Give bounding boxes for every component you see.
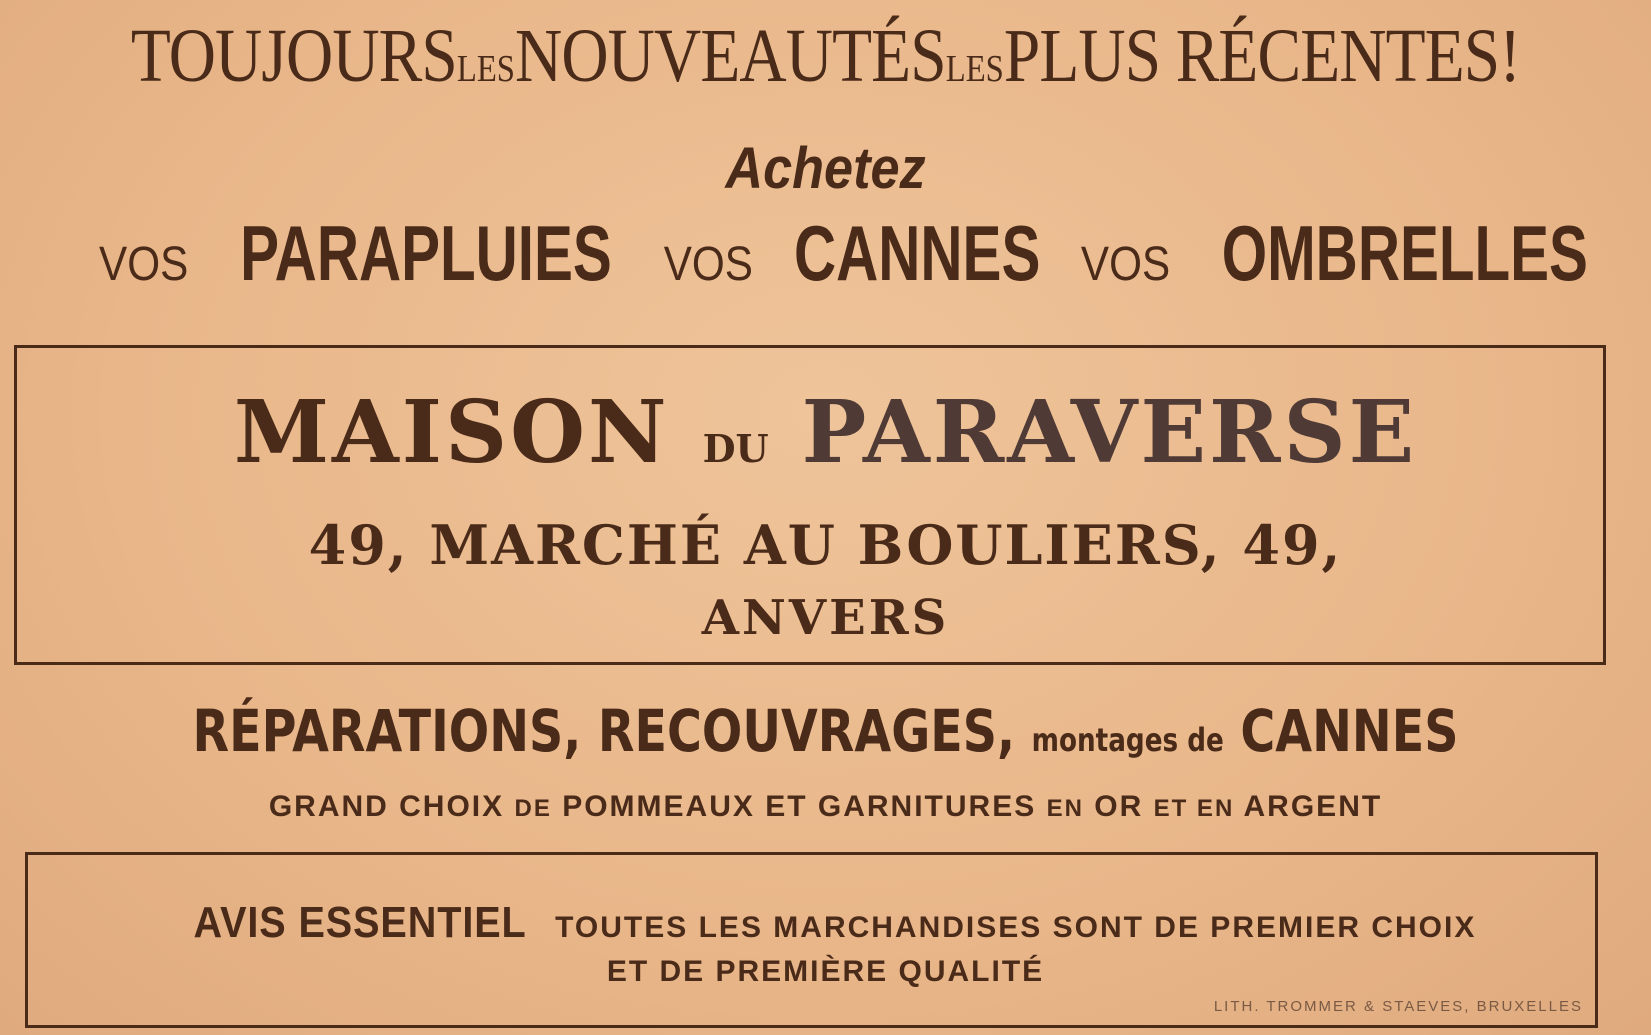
headline-word: LES (945, 48, 1004, 90)
choice-text: OR (1094, 790, 1144, 823)
choice-text: GRAND CHOIX (268, 790, 505, 823)
shop-address: 49, MARCHÉ AU BOULIERS, 49, (308, 513, 1343, 577)
services-line (149, 697, 1503, 765)
shop-name (0, 382, 1651, 483)
choice-line (0, 790, 1651, 824)
services-mounting: montages de (1031, 721, 1224, 759)
notice-title: AVIS ESSENTIEL (193, 898, 527, 947)
notice-line (0, 898, 1651, 948)
products-vos: VOS (99, 238, 189, 291)
products-vos: VOS (1080, 238, 1171, 291)
products-line (99, 209, 1588, 297)
headline-word: PLUS RÉCENTES! (1003, 14, 1521, 98)
notice-text: TOUTES LES MARCHANDISES SONT DE PREMIER CHOIX (555, 911, 1477, 944)
choice-text: ET EN (1153, 795, 1235, 822)
choice-text: ARGENT (1243, 790, 1383, 823)
shop-name-maison: MAISON (233, 382, 670, 483)
product-umbrellas: PARAPLUIES (240, 209, 612, 297)
services-canes: CANNES (1240, 697, 1459, 765)
shop-name-paraverse: PARAVERSE (801, 382, 1418, 483)
headline-word: LES (456, 48, 515, 90)
shop-name-du: DU (702, 426, 769, 471)
product-parasols: OMBRELLES (1221, 209, 1588, 297)
choice-text: EN (1046, 795, 1084, 822)
headline (116, 14, 1536, 98)
notice-text-2: ET DE PREMIÈRE QUALITÉ (606, 955, 1045, 988)
headline-word: TOUJOURS (130, 14, 457, 98)
headline-word: NOUVEAUTÉS (514, 14, 946, 98)
shop-city: ANVERS (701, 590, 950, 646)
printer-credit: LITH. TROMMER & STAEVES, BRUXELLES (1213, 998, 1583, 1015)
services-repairs: RÉPARATIONS, RECOUVRAGES, (192, 697, 1016, 765)
products-vos: VOS (663, 238, 753, 291)
call-to-action: Achetez (725, 136, 926, 201)
choice-text: DE (514, 795, 552, 822)
choice-text: POMMEAUX ET GARNITURES (562, 790, 1037, 823)
product-canes: CANNES (793, 209, 1041, 297)
